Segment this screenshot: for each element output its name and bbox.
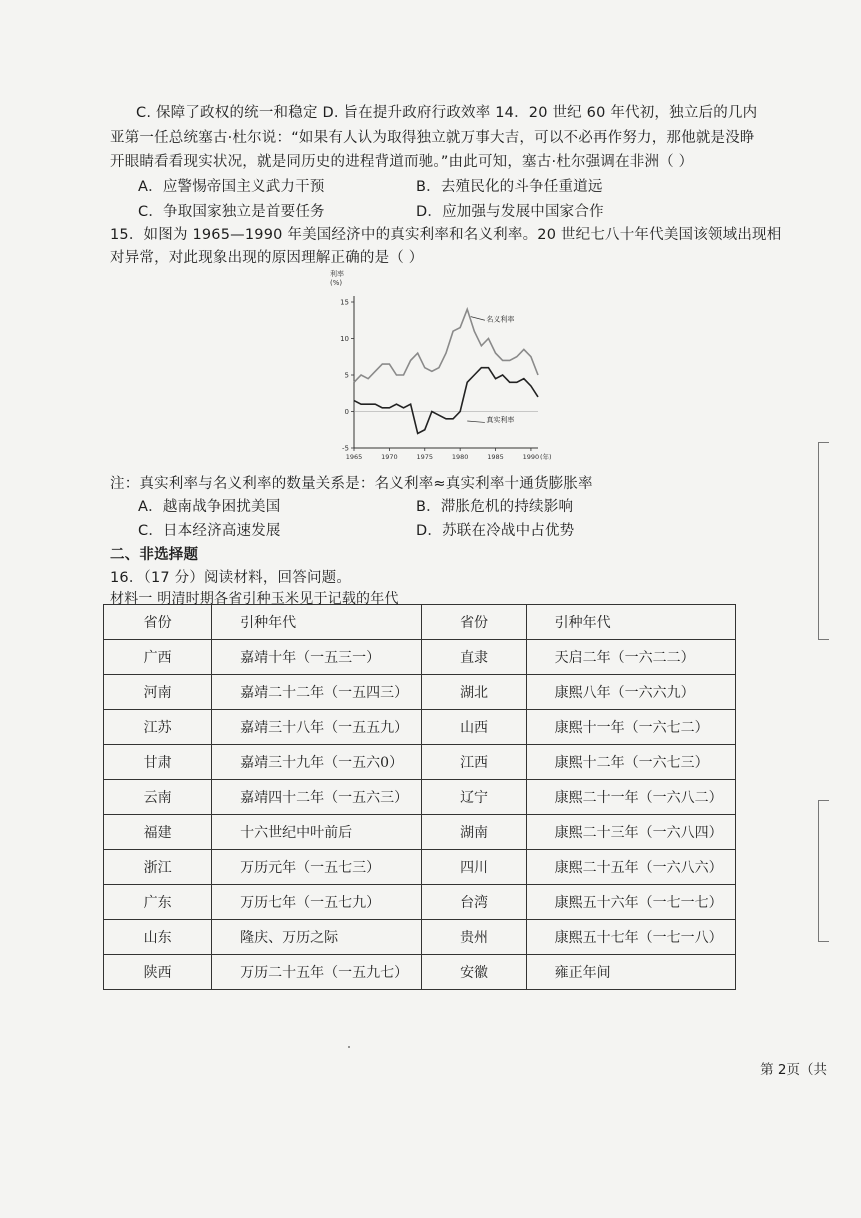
table-header-cell: 引种年代 [526, 605, 735, 640]
table-row [104, 710, 736, 745]
y-tick-label: 15 [340, 298, 349, 307]
province-cell: 江苏 [104, 710, 212, 745]
year-cell: 嘉靖三十八年（一五五九） [212, 710, 422, 745]
year-cell: 嘉靖四十二年（一五六三） [212, 780, 422, 815]
province-cell: 陕西 [104, 955, 212, 990]
year-cell: 康熙二十五年（一六八六） [526, 850, 735, 885]
province-cell: 直隶 [422, 640, 526, 675]
province-cell: 四川 [422, 850, 526, 885]
year-cell: 康熙二十一年（一六八二） [526, 780, 735, 815]
province-cell: 山东 [104, 920, 212, 955]
interest-rate-chart [326, 268, 558, 460]
year-cell: 嘉靖三十九年（一五六0） [212, 745, 422, 780]
province-cell: 山西 [422, 710, 526, 745]
table-row [104, 815, 736, 850]
q15-option-d: D．苏联在冷战中占优势 [416, 523, 575, 539]
year-cell: 雍正年间 [526, 955, 735, 990]
legend-pointer [467, 421, 485, 422]
legend-pointer [471, 317, 485, 321]
table-row [104, 745, 736, 780]
year-cell: 康熙五十六年（一七一七） [526, 885, 735, 920]
year-cell: 隆庆、万历之际 [212, 920, 422, 955]
q14-line3: 开眼睛看看现实状况，就是同历史的进程背道而驰。”由此可知，塞古·杜尔强调在非洲（ ） [110, 154, 694, 170]
year-cell: 天启二年（一六二二） [526, 640, 735, 675]
province-cell: 浙江 [104, 850, 212, 885]
q14-option-d: D．应加强与发展中国家合作 [416, 204, 604, 220]
x-tick-label: 1970 [381, 453, 398, 460]
province-cell: 广东 [104, 885, 212, 920]
y-tick-label: 0 [344, 408, 349, 416]
province-cell: 湖南 [422, 815, 526, 850]
x-tick-label: 1985 [487, 453, 504, 460]
table-row [104, 885, 736, 920]
y-tick-label: 5 [344, 371, 349, 380]
q14-option-c: C．争取国家独立是首要任务 [138, 204, 325, 220]
speck [348, 1046, 350, 1048]
page-footer: 第 2页（共 [760, 1062, 827, 1078]
x-tick-label: 1975 [416, 453, 434, 460]
interest-rate-chart-svg [326, 268, 558, 460]
province-cell: 云南 [104, 780, 212, 815]
province-cell: 江西 [422, 745, 526, 780]
y-axis-unit: (%) [330, 279, 343, 287]
province-cell: 安徽 [422, 955, 526, 990]
y-axis-label: 利率 [330, 270, 344, 278]
year-cell: 嘉靖二十二年（一五四三） [212, 675, 422, 710]
x-tick-label: 1980 [451, 453, 469, 460]
year-cell: 嘉靖十年（一五三一） [212, 640, 422, 675]
q15-option-a: A．越南战争困扰美国 [138, 499, 281, 515]
y-tick-label: -5 [342, 444, 349, 453]
year-cell: 万历七年（一五七九） [212, 885, 422, 920]
province-cell: 湖北 [422, 675, 526, 710]
q15-note: 注：真实利率与名义利率的数量关系是：名义利率≈真实利率十通货膨胀率 [110, 476, 593, 492]
margin-bracket [818, 800, 829, 942]
q14-line2: 亚第一任总统塞古·杜尔说：“如果有人认为取得独立就万事大吉，可以不必再作努力，那他就是没睁 [110, 130, 755, 146]
q16-intro: 16．（17 分）阅读材料，回答问题。 [110, 570, 352, 586]
table-header-cell: 引种年代 [212, 605, 422, 640]
province-cell: 河南 [104, 675, 212, 710]
q15-line2: 对异常，对此现象出现的原因理解正确的是（ ） [110, 250, 424, 266]
year-cell: 康熙八年（一六六九） [526, 675, 735, 710]
table-header-cell: 省份 [104, 605, 212, 640]
table-row [104, 675, 736, 710]
table-header-cell: 省份 [422, 605, 526, 640]
corn-introduction-table [103, 604, 736, 990]
table-row [104, 850, 736, 885]
year-cell: 康熙十二年（一六七三） [526, 745, 735, 780]
x-tick-label: 1965 [345, 453, 363, 460]
province-cell: 辽宁 [422, 780, 526, 815]
year-cell: 康熙二十三年（一六八四） [526, 815, 735, 850]
q15-option-c: C．日本经济高速发展 [138, 523, 281, 539]
q15-option-b: B．滞胀危机的持续影响 [416, 499, 574, 515]
table-header-row [104, 605, 736, 640]
series-label-real: 真实利率 [486, 415, 515, 424]
year-cell: 康熙十一年（一六七二） [526, 710, 735, 745]
material-one-caption: 材料一 明清时期各省引种玉米见于记载的年代 [110, 591, 399, 607]
province-cell: 甘肃 [104, 745, 212, 780]
province-cell: 贵州 [422, 920, 526, 955]
year-cell: 万历元年（一五七三） [212, 850, 422, 885]
x-axis-unit: (年) [540, 453, 552, 460]
table-row [104, 780, 736, 815]
q14-line1: C. 保障了政权的统一和稳定 D. 旨在提升政府行政效率 14．20 世纪 60 年代初，独立后的几内 [136, 105, 758, 121]
x-tick-label: 1990 [522, 453, 540, 460]
year-cell: 万历二十五年（一五九七） [212, 955, 422, 990]
year-cell: 康熙五十七年（一七一八） [526, 920, 735, 955]
province-cell: 广西 [104, 640, 212, 675]
y-tick-label: 10 [340, 335, 349, 343]
table-row [104, 955, 736, 990]
table-row [104, 920, 736, 955]
q14-option-b: B．去殖民化的斗争任重道远 [416, 179, 603, 195]
province-cell: 福建 [104, 815, 212, 850]
margin-bracket [818, 442, 829, 640]
year-cell: 十六世纪中叶前后 [212, 815, 422, 850]
section-heading: 二、非选择题 [110, 547, 199, 563]
province-cell: 台湾 [422, 885, 526, 920]
q15-line1: 15．如图为 1965—1990 年美国经济中的真实利率和名义利率。20 世纪七八十年代美国该领域出现相 [110, 227, 782, 243]
q14-option-a: A．应警惕帝国主义武力干预 [138, 179, 325, 195]
series-label-nominal: 名义利率 [486, 315, 515, 324]
table-row [104, 640, 736, 675]
